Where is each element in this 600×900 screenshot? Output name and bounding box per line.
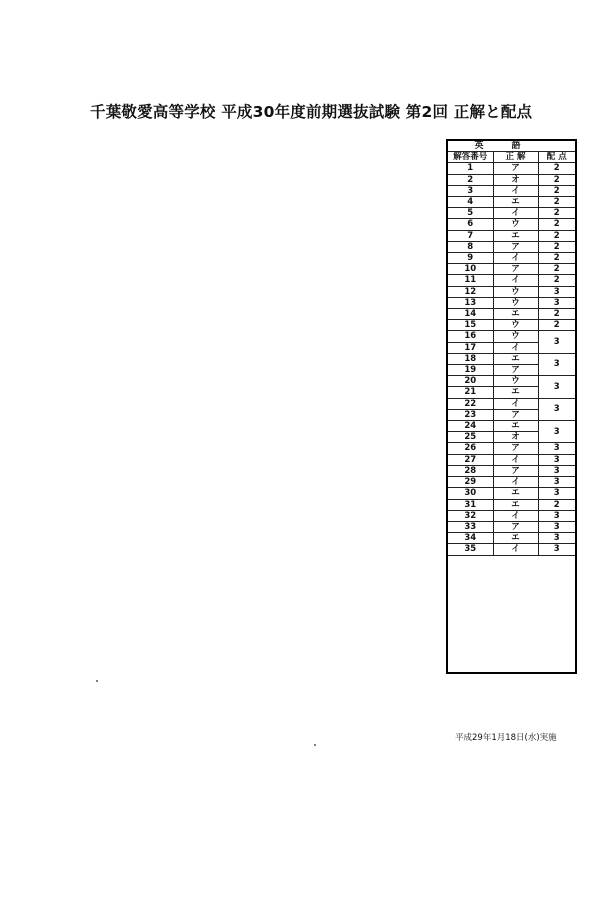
table-row	[448, 174, 575, 185]
answer-number-cell: 23	[448, 409, 493, 420]
points-cell: 3	[538, 544, 575, 555]
answer-cell: ウ	[493, 286, 538, 297]
scan-speck	[96, 680, 98, 682]
answer-number-cell: 27	[448, 454, 493, 465]
points-cell: 2	[538, 208, 575, 219]
column-header-row	[448, 152, 575, 163]
points-cell: 3	[538, 510, 575, 521]
points-cell: 3	[538, 477, 575, 488]
answer-number-cell: 18	[448, 353, 493, 364]
points-cell: 2	[538, 320, 575, 331]
subject-heading: 英語	[448, 141, 575, 152]
table-row	[448, 353, 575, 364]
points-cell: 3	[538, 398, 575, 420]
table-row	[448, 320, 575, 331]
answer-number-cell: 12	[448, 286, 493, 297]
answer-number-cell: 22	[448, 398, 493, 409]
points-cell: 2	[538, 275, 575, 286]
points-cell: 3	[538, 465, 575, 476]
table-row	[448, 286, 575, 297]
answer-cell: エ	[493, 533, 538, 544]
answer-number-cell: 20	[448, 376, 493, 387]
points-cell: 3	[538, 376, 575, 398]
answer-number-cell: 19	[448, 365, 493, 376]
answer-number-cell: 15	[448, 320, 493, 331]
answer-number-cell: 5	[448, 208, 493, 219]
column-header-answer: 正 解	[493, 152, 538, 163]
answer-number-cell: 29	[448, 477, 493, 488]
answer-cell: イ	[493, 342, 538, 353]
answer-cell: ア	[493, 465, 538, 476]
points-cell: 3	[538, 331, 575, 353]
table-row	[448, 297, 575, 308]
page-title: 千葉敬愛高等学校 平成30年度前期選抜試験 第2回 正解と配点	[90, 103, 533, 121]
answer-cell: ア	[493, 264, 538, 275]
answer-cell: ア	[493, 443, 538, 454]
answer-number-cell: 8	[448, 241, 493, 252]
answer-number-cell: 1	[448, 163, 493, 174]
points-cell: 2	[538, 253, 575, 264]
answer-cell: ア	[493, 521, 538, 532]
points-cell: 2	[538, 241, 575, 252]
answer-cell: エ	[493, 309, 538, 320]
answer-number-cell: 24	[448, 421, 493, 432]
answer-number-cell: 13	[448, 297, 493, 308]
points-cell: 3	[538, 421, 575, 443]
answer-cell: イ	[493, 208, 538, 219]
answer-number-cell: 10	[448, 264, 493, 275]
answer-cell: ア	[493, 409, 538, 420]
answer-cell: イ	[493, 275, 538, 286]
answer-number-cell: 32	[448, 510, 493, 521]
answer-cell: エ	[493, 488, 538, 499]
answer-cell: オ	[493, 432, 538, 443]
table-row	[448, 421, 575, 432]
answer-cell: オ	[493, 174, 538, 185]
answer-number-cell: 28	[448, 465, 493, 476]
answer-cell: エ	[493, 499, 538, 510]
points-cell: 3	[538, 533, 575, 544]
points-cell: 2	[538, 174, 575, 185]
answer-number-cell: 31	[448, 499, 493, 510]
points-cell: 2	[538, 197, 575, 208]
points-cell: 2	[538, 163, 575, 174]
answer-number-cell: 34	[448, 533, 493, 544]
answer-cell: ウ	[493, 219, 538, 230]
points-cell: 3	[538, 521, 575, 532]
answer-cell: イ	[493, 454, 538, 465]
answer-cell: エ	[493, 421, 538, 432]
points-cell: 3	[538, 297, 575, 308]
points-cell: 2	[538, 230, 575, 241]
answer-cell: イ	[493, 510, 538, 521]
answer-key-sheet	[446, 139, 577, 674]
answer-number-cell: 17	[448, 342, 493, 353]
answer-number-cell: 26	[448, 443, 493, 454]
answer-number-cell: 4	[448, 197, 493, 208]
table-row	[448, 230, 575, 241]
answer-cell: イ	[493, 253, 538, 264]
answer-cell: ア	[493, 365, 538, 376]
table-row	[448, 376, 575, 387]
answer-number-cell: 30	[448, 488, 493, 499]
points-cell: 2	[538, 309, 575, 320]
answer-cell: イ	[493, 398, 538, 409]
answer-cell: イ	[493, 477, 538, 488]
answer-number-cell: 16	[448, 331, 493, 342]
answer-cell: エ	[493, 230, 538, 241]
scan-speck	[314, 744, 316, 746]
table-row	[448, 521, 575, 532]
answer-cell: ウ	[493, 331, 538, 342]
answer-number-cell: 14	[448, 309, 493, 320]
subject-row	[448, 141, 575, 152]
table-row	[448, 185, 575, 196]
table-row	[448, 253, 575, 264]
answer-cell: イ	[493, 544, 538, 555]
points-cell: 2	[538, 264, 575, 275]
column-header-number: 解答番号	[448, 152, 493, 163]
answer-number-cell: 9	[448, 253, 493, 264]
table-row	[448, 510, 575, 521]
table-row	[448, 544, 575, 555]
table-row	[448, 454, 575, 465]
table-row	[448, 331, 575, 342]
table-row	[448, 398, 575, 409]
answer-cell: エ	[493, 197, 538, 208]
answer-number-cell: 3	[448, 185, 493, 196]
table-row	[448, 443, 575, 454]
answer-number-cell: 11	[448, 275, 493, 286]
table-row	[448, 163, 575, 174]
answer-cell: イ	[493, 185, 538, 196]
table-row	[448, 219, 575, 230]
answer-cell: ア	[493, 241, 538, 252]
exam-date: 平成29年1月18日(水)実施	[455, 733, 557, 743]
table-row	[448, 488, 575, 499]
answer-cell: ウ	[493, 297, 538, 308]
points-cell: 3	[538, 443, 575, 454]
answer-cell: エ	[493, 353, 538, 364]
answer-number-cell: 21	[448, 387, 493, 398]
table-row	[448, 465, 575, 476]
points-cell: 3	[538, 353, 575, 375]
points-cell: 2	[538, 219, 575, 230]
table-row	[448, 309, 575, 320]
answer-cell: ウ	[493, 320, 538, 331]
points-cell: 2	[538, 185, 575, 196]
table-row	[448, 241, 575, 252]
answer-rows	[448, 163, 575, 555]
answer-cell: エ	[493, 387, 538, 398]
answer-cell: ウ	[493, 376, 538, 387]
table-row	[448, 208, 575, 219]
points-cell: 3	[538, 286, 575, 297]
answer-number-cell: 35	[448, 544, 493, 555]
points-cell: 3	[538, 488, 575, 499]
answer-number-cell: 7	[448, 230, 493, 241]
table-row	[448, 275, 575, 286]
column-header-points: 配 点	[538, 152, 575, 163]
table-row	[448, 197, 575, 208]
answer-number-cell: 2	[448, 174, 493, 185]
answer-cell: ア	[493, 163, 538, 174]
answer-number-cell: 33	[448, 521, 493, 532]
points-cell: 2	[538, 499, 575, 510]
table-row	[448, 533, 575, 544]
table-row	[448, 264, 575, 275]
table-row	[448, 477, 575, 488]
table-row	[448, 499, 575, 510]
answer-key-table	[448, 141, 575, 556]
answer-number-cell: 6	[448, 219, 493, 230]
answer-number-cell: 25	[448, 432, 493, 443]
points-cell: 3	[538, 454, 575, 465]
